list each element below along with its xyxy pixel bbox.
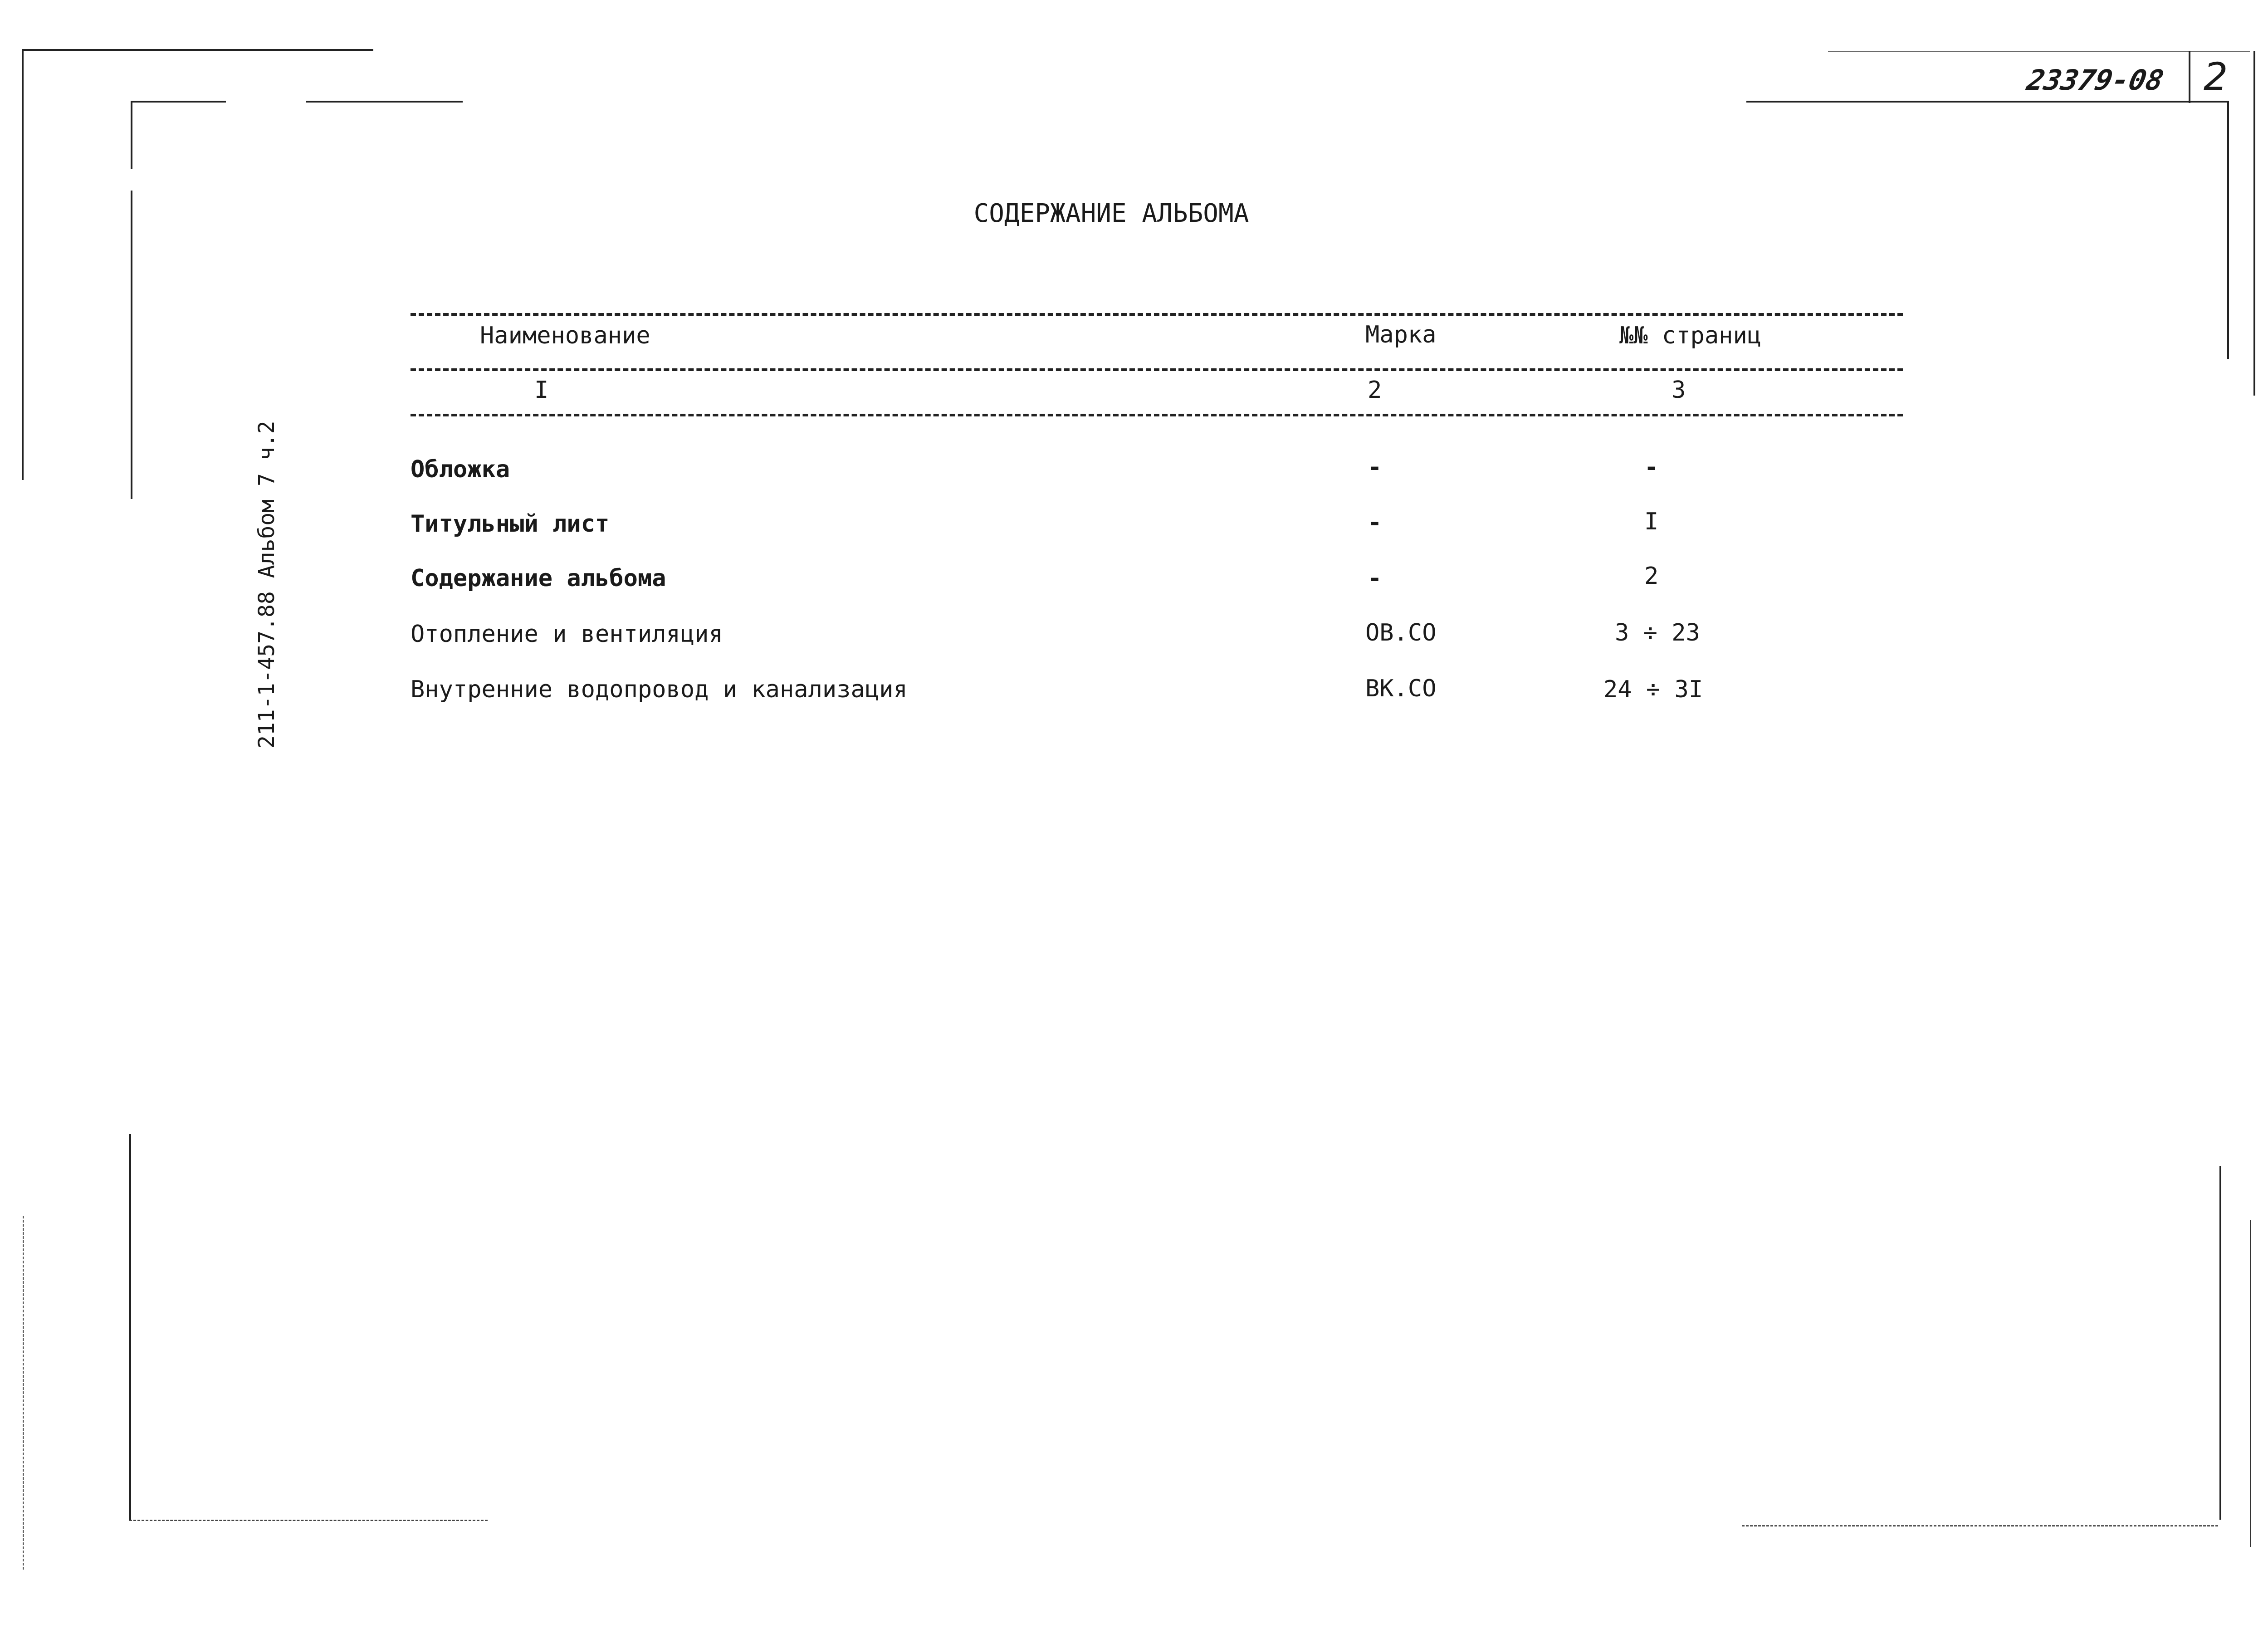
frame-left-outer [22, 49, 24, 480]
table-rule-top [411, 313, 1903, 316]
page-title: СОДЕРЖАНИЕ АЛЬБОМА [973, 199, 1249, 228]
table-rule-header [411, 368, 1903, 371]
row-name: Титульный лист [411, 510, 610, 538]
header-pages: №№ страниц [1619, 322, 1762, 349]
frame-right-outer-bottom [2250, 1220, 2251, 1547]
frame-far-left-dashes [23, 1216, 24, 1570]
frame-top-right-thin [1828, 51, 2250, 52]
colnum-2: 2 [1368, 377, 1382, 404]
frame-top-inner-left-b [306, 101, 463, 103]
row-pages: 3 ÷ 23 [1615, 619, 1700, 646]
row-name: Отопление и вентиляция [411, 621, 723, 648]
row-name: Обложка [411, 456, 510, 483]
frame-right-stamp-sep [2189, 51, 2190, 103]
table-rule-colnums [411, 414, 1903, 416]
frame-top-outer-left [22, 49, 373, 51]
header-mark: Марка [1365, 321, 1437, 348]
row-name: Содержание альбома [411, 565, 666, 592]
frame-left-inner-top [131, 101, 132, 169]
frame-left-inner-bottom [129, 1134, 131, 1520]
colnum-1: I [534, 377, 549, 404]
frame-top-inner-left-a [131, 101, 226, 103]
doc-number: 23379-08 [2024, 64, 2167, 97]
row-mark: - [1368, 454, 1382, 481]
frame-top-right [1746, 101, 2227, 103]
row-pages: 2 [1644, 563, 1659, 590]
row-mark: - [1368, 509, 1382, 536]
row-mark: - [1368, 565, 1382, 592]
row-pages: 24 ÷ 3I [1603, 676, 1703, 703]
row-name: Внутренние водопровод и канализация [411, 676, 908, 703]
header-name: Наименование [480, 322, 650, 349]
row-mark: ВК.СО [1365, 675, 1437, 702]
frame-bottom-right [1742, 1525, 2218, 1526]
frame-right-inner-bottom [2219, 1166, 2221, 1520]
page-number: 2 [2204, 54, 2228, 99]
colnum-3: 3 [1672, 377, 1686, 404]
frame-right-outer-top [2253, 51, 2255, 396]
side-stamp: 211-1-457.88 Альбом 7 ч.2 [254, 421, 279, 749]
row-mark: ОВ.СО [1365, 619, 1437, 646]
frame-right-inner-top [2227, 101, 2229, 359]
frame-left-inner-mid [131, 191, 132, 499]
row-pages: I [1644, 508, 1659, 535]
frame-bottom-left [129, 1520, 488, 1521]
row-pages: - [1644, 454, 1659, 481]
